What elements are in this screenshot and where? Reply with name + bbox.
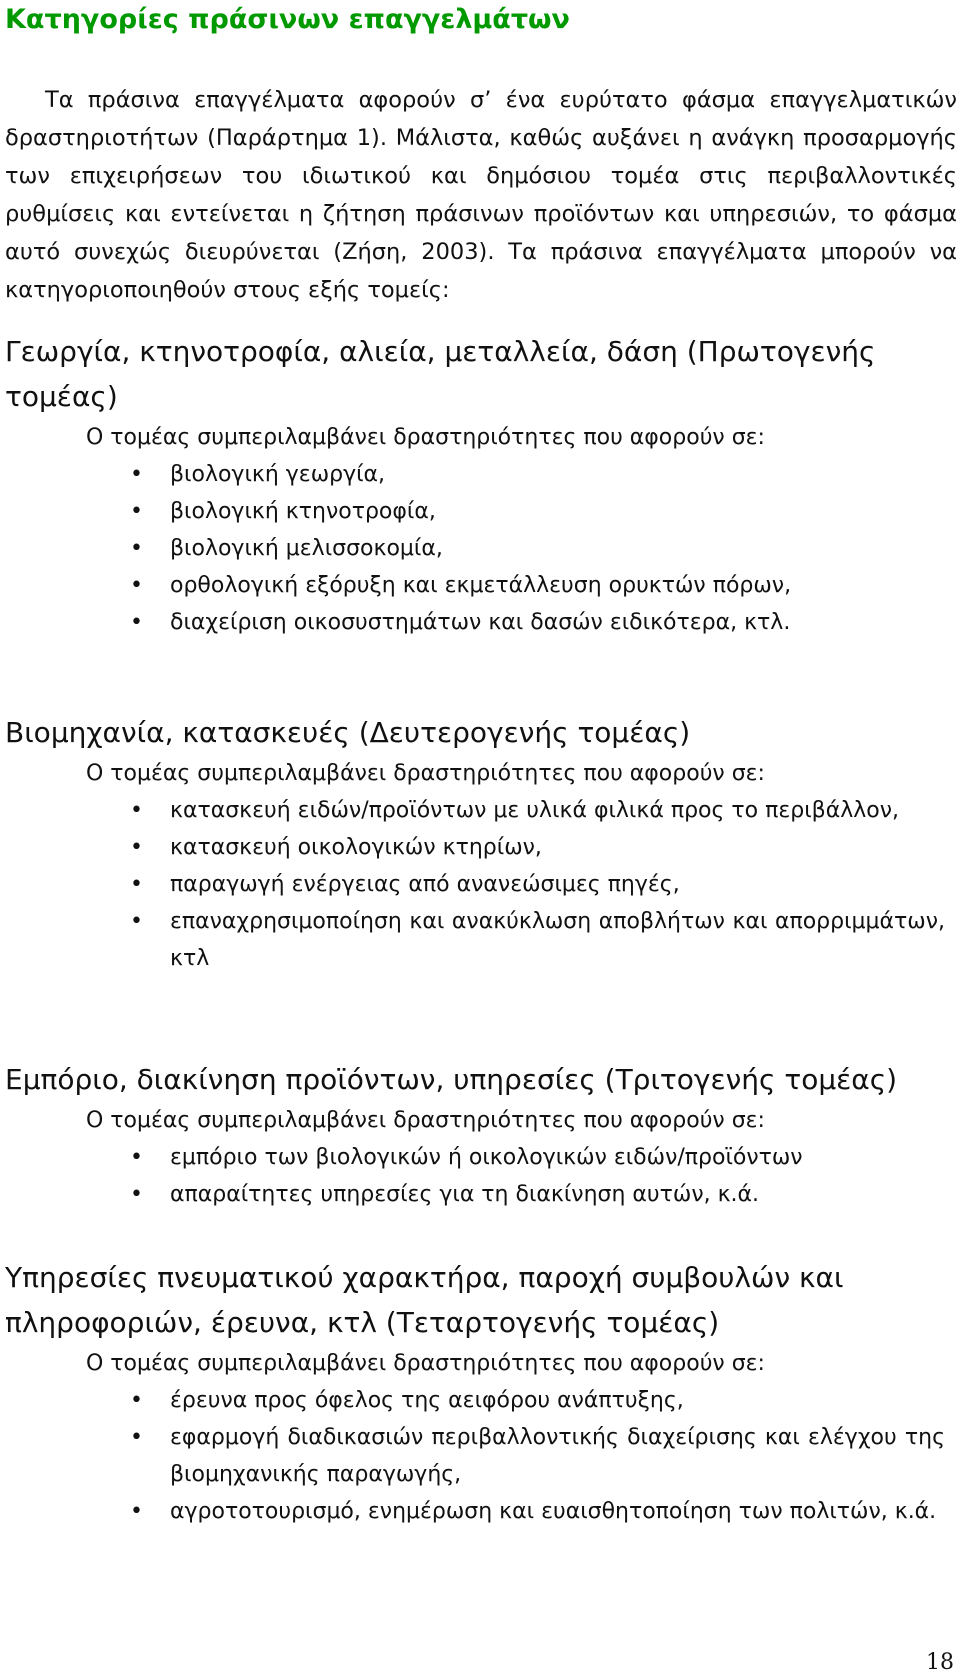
bullet-icon: • <box>130 798 143 823</box>
list-item-text: παραγωγή ενέργειας από ανανεώσιμες πηγές, <box>170 872 680 897</box>
list-item <box>5 567 945 604</box>
list-item-text: εφαρμογή διαδικασιών περιβαλλοντικής διαχείρισης και ελέγχου της βιομηχανικής παραγωγής, <box>170 1425 945 1487</box>
section-heading: Βιομηχανία, κατασκευές (Δευτερογενής τομέας) <box>5 716 691 749</box>
bullet-list <box>5 792 945 977</box>
list-item-text: κατασκευή ειδών/προϊόντων με υλικά φιλικά προς το περιβάλλον, <box>170 798 899 823</box>
list-item-text: απαραίτητες υπηρεσίες για τη διακίνηση αυτών, κ.ά. <box>170 1182 760 1207</box>
list-item <box>5 866 945 903</box>
section-heading: Γεωργία, κτηνοτροφία, αλιεία, μεταλλεία, δάση (Πρωτογενής τομέας) <box>5 335 876 413</box>
list-item <box>5 1382 945 1419</box>
list-item <box>5 1493 945 1530</box>
list-item <box>5 903 945 977</box>
bullet-icon: • <box>130 1388 143 1413</box>
list-item-text: εμπόριο των βιολογικών ή οικολογικών ειδών/προϊόντων <box>170 1145 803 1170</box>
bullet-icon: • <box>130 872 143 897</box>
bullet-icon: • <box>130 1145 143 1170</box>
bullet-icon: • <box>130 1182 143 1207</box>
section-tertiary <box>5 1057 945 1213</box>
bullet-list <box>5 1139 945 1213</box>
section-intro: Ο τομέας συμπεριλαμβάνει δραστηριότητες που αφορούν σε: <box>86 1108 765 1133</box>
list-item <box>5 1139 945 1176</box>
list-item <box>5 530 945 567</box>
section-quaternary <box>5 1255 945 1530</box>
list-item <box>5 829 945 866</box>
list-item <box>5 456 945 493</box>
section-heading: Υπηρεσίες πνευματικού χαρακτήρα, παροχή συμβουλών και πληροφοριών, έρευνα, κτλ (Τεταρτογενής τομέας) <box>5 1261 844 1339</box>
list-item <box>5 792 945 829</box>
page-title: Κατηγορίες πράσινων επαγγελμάτων <box>5 4 570 35</box>
section-intro: Ο τομέας συμπεριλαμβάνει δραστηριότητες που αφορούν σε: <box>86 425 765 450</box>
bullet-icon: • <box>130 536 143 561</box>
section-secondary <box>5 710 945 977</box>
list-item-text: βιολογική μελισσοκομία, <box>170 536 443 561</box>
list-item-text: έρευνα προς όφελος της αειφόρου ανάπτυξης, <box>170 1388 684 1413</box>
section-heading: Εμπόριο, διακίνηση προϊόντων, υπηρεσίες (Τριτογενής τομέας) <box>5 1063 898 1096</box>
bullet-icon: • <box>130 909 143 934</box>
bullet-icon: • <box>130 1499 143 1524</box>
list-item <box>5 1419 945 1493</box>
bullet-icon: • <box>130 610 143 635</box>
bullet-icon: • <box>130 462 143 487</box>
bullet-list <box>5 456 945 641</box>
bullet-icon: • <box>130 499 143 524</box>
page-number: 18 <box>926 1650 954 1675</box>
list-item-text: βιολογική κτηνοτροφία, <box>170 499 436 524</box>
list-item <box>5 604 945 641</box>
list-item-text: διαχείριση οικοσυστημάτων και δασών ειδικότερα, κτλ. <box>170 610 791 635</box>
intro-paragraph: Τα πράσινα επαγγέλματα αφορούν σ’ ένα ευρύτατο φάσμα επαγγελματικών δραστηριοτήτων (Παράρτημα 1). Μάλιστα, καθώς αυξάνει η ανάγκη προσαρμογής των επιχειρήσεων του ιδιωτικού και δημόσιου τομέα στις περιβαλλοντικές ρυθμίσεις και εντείνεται η ζήτηση πράσινων προϊόντων και υπηρεσιών, το φάσμα αυτό συνεχώς διευρύνεται (Ζήση, 2003). Τα πράσινα επαγγέλματα μπορούν να κατηγοριοποιηθούν στους εξής τομείς: <box>5 87 957 303</box>
bullet-icon: • <box>130 835 143 860</box>
bullet-list <box>5 1382 945 1530</box>
bullet-icon: • <box>130 1425 143 1450</box>
list-item-text: επαναχρησιμοποίηση και ανακύκλωση αποβλήτων και απορριμμάτων, κτλ <box>170 909 945 971</box>
section-intro: Ο τομέας συμπεριλαμβάνει δραστηριότητες που αφορούν σε: <box>86 761 765 786</box>
list-item <box>5 1176 945 1213</box>
section-intro: Ο τομέας συμπεριλαμβάνει δραστηριότητες που αφορούν σε: <box>86 1351 765 1376</box>
list-item-text: ορθολογική εξόρυξη και εκμετάλλευση ορυκτών πόρων, <box>170 573 792 598</box>
list-item-text: αγροτοτουρισμό, ενημέρωση και ευαισθητοποίηση των πολιτών, κ.ά. <box>170 1499 937 1524</box>
section-primary <box>5 329 945 641</box>
list-item-text: κατασκευή οικολογικών κτηρίων, <box>170 835 542 860</box>
list-item-text: βιολογική γεωργία, <box>170 462 386 487</box>
bullet-icon: • <box>130 573 143 598</box>
list-item <box>5 493 945 530</box>
